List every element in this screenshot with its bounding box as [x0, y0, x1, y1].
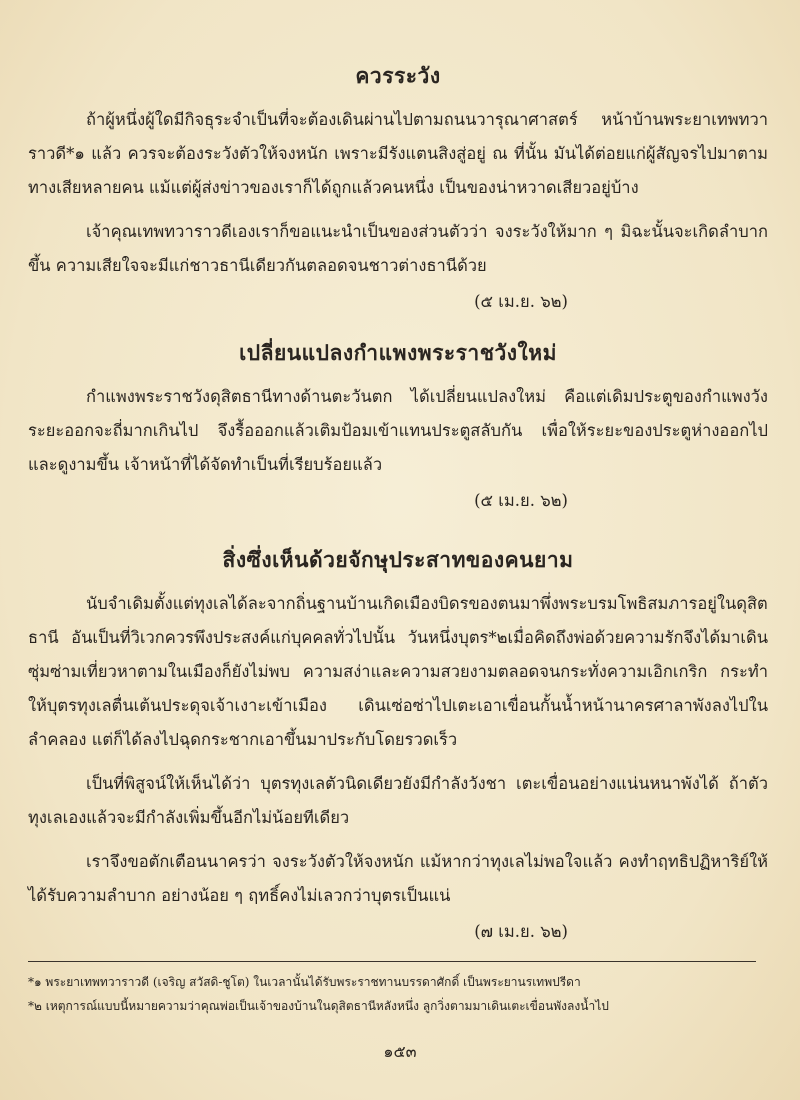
paragraph: กำแพงพระราชวังดุสิตธานีทางด้านตะวันตก ได้เปลี่ยนแปลงใหม่ คือแต่เดิมประตูของกำแพงวังระยะออกจะถี่มากเกินไป จึงรื้อออกแล้วเติมป้อมเข้าแทนประตูสลับกัน เพื่อให้ระยะของประตูห่างออกไปและดูงามขึ้น เจ้าหน้าที่ได้จัดทำเป็นที่เรียบร้อยแล้ว: [28, 387, 768, 474]
section-date: (๗ เม.ย. ๖๒): [474, 922, 568, 941]
footnote: *๑ พระยาเทพทวาราวดี (เจริญ สวัสดิ-ชูโต) ในเวลานั้นได้รับพระราชทานบรรดาศักดิ์ เป็นพระยานรเทพปรีดา: [28, 975, 581, 989]
section-date: (๕ เม.ย. ๖๒): [474, 491, 568, 510]
section-palace-wall: [28, 337, 768, 516]
section-date: (๕ เม.ย. ๖๒): [474, 292, 568, 311]
paragraph: ถ้าผู้หนึ่งผู้ใดมีกิจธุระจำเป็นที่จะต้องเดินผ่านไปตามถนนวารุณาศาสตร์ หน้าบ้านพระยาเทพทวาราวดี*๑ แล้ว ควรจะต้องระวังตัวให้จงหนัก เพราะมีรังแตนสิงสู่อยู่ ณ ที่นั้น มันได้ต่อยแก่ผู้สัญจรไปมาตามทางเสียหลายคน แม้แต่ผู้ส่งข่าวของเราก็ได้ถูกแล้วคนหนึ่ง เป็นของน่าหวาดเสียวอยู่บ้าง: [28, 110, 768, 197]
section-heading: เปลี่ยนแปลงกำแพงพระราชวังใหม่: [239, 340, 557, 365]
page-number: ๑๕๓: [383, 1042, 417, 1061]
section-night-watch: [28, 544, 768, 947]
footnotes: [28, 970, 768, 1018]
section-heading: ควรระวัง: [355, 63, 441, 88]
paragraph: เจ้าคุณเทพทวาราวดีเองเราก็ขอแนะนำเป็นของส่วนตัวว่า จงระวังให้มาก ๆ มิฉะนั้นจะเกิดลำบากขึ้น ความเสียใจจะมีแก่ชาวธานีเดียวกันตลอดจนชาวต่างธานีด้วย: [28, 222, 768, 275]
paragraph: นับจำเดิมตั้งแต่ทุงเลได้ละจากถิ่นฐานบ้านเกิดเมืองบิดรของตนมาพึ่งพระบรมโพธิสมภารอยู่ในดุสิตธานี อันเป็นที่วิเวกควรพึงประสงค์แก่บุคคลทั่วไปนั้น วันหนึ่งบุตร*๒เมื่อคิดถึงพ่อด้วยความรักจึงได้มาเดินซุ่มซ่ามเที่ยวหาตามในเมืองก็ยังไม่พบ ความสง่าและความสวยงามตลอดจนกระทั่งความเอิกเกริก กระทำให้บุตรทุงเลตื่นเต้นประดุจเจ้าเงาะเข้าเมือง เดินเซ่อซ่าไปเตะเอาเขื่อนกั้นน้ำหน้านาครศาลาพังลงไปในลำคลอง แต่ก็ได้ลงไปฉุดกระชากเอาขึ้นมาประกับโดยรวดเร็ว: [28, 594, 768, 749]
paragraph: เป็นที่พิสูจน์ให้เห็นได้ว่า บุตรทุงเลตัวนิดเดียวยังมีกำลังวังชา เตะเขื่อนอย่างแน่นหนาพังได้ ถ้าตัวทุงเลเองแล้วจะมีกำลังเพิ่มขึ้นอีกไม่น้อยทีเดียว: [28, 774, 768, 827]
section-heading: สิ่งซึ่งเห็นด้วยจักษุประสาทของคนยาม: [222, 547, 574, 572]
footnote-divider: [28, 961, 756, 962]
footnote: *๒ เหตุการณ์แบบนี้หมายความว่าคุณพ่อเป็นเจ้าของบ้านในดุสิตธานีหลังหนึ่ง ลูกวิ่งตามมาเดินเตะเขื่อนพังลงน้ำไป: [28, 999, 609, 1013]
paragraph: เราจึงขอตักเตือนนาครว่า จงระวังตัวให้จงหนัก แม้หากว่าทุงเลไม่พอใจแล้ว คงทำฤทธิปฏิหาริย์ให้ได้รับความลำบาก อย่างน้อย ๆ ฤทธิ์คงไม่เลวกว่าบุตรเป็นแน่: [28, 852, 768, 905]
section-beware: [28, 60, 768, 317]
